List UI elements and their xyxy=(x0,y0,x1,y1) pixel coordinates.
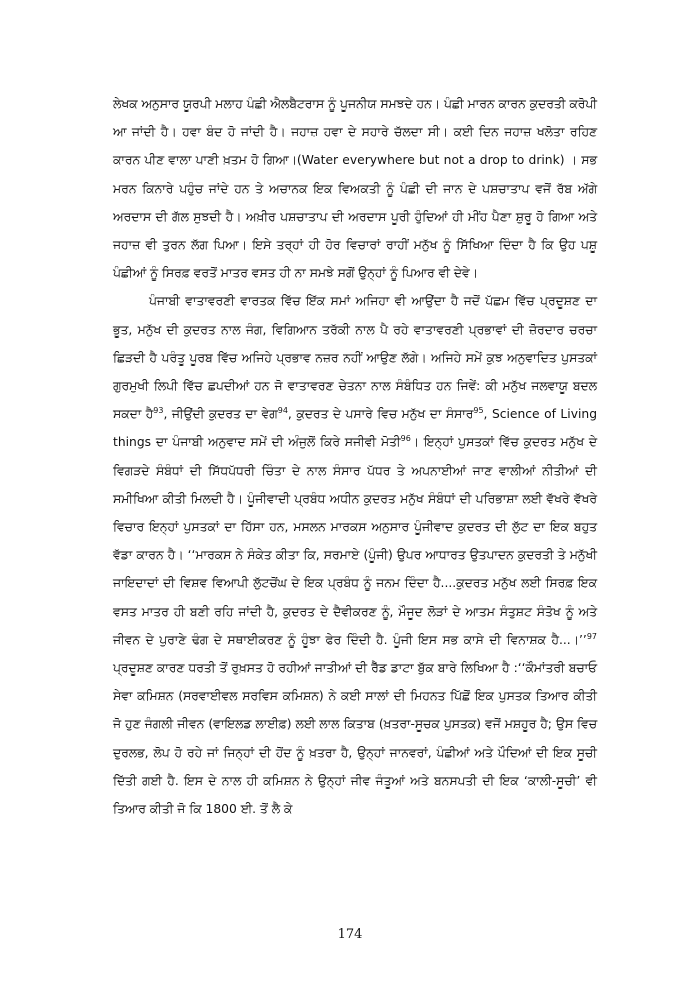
footnote-marker: 96 xyxy=(400,434,411,444)
footnote-marker: 95 xyxy=(473,406,484,416)
text-run: , Science of Living things ਦਾ ਪੰਜਾਬੀ ਅਨੁਵਾਦ ਸਮੇਂ ਦੀ ਅੰਜੁਲੋਂ ਕਿਰੇ ਸਜੀਵੀ ਮੋਤੀ xyxy=(113,407,597,450)
text-run: ਪੰਜਾਬੀ ਵਾਤਾਵਰਣੀ ਵਾਰਤਕ ਵਿੱਚ ਇੱਕ ਸਮਾਂ ਅਜਿਹਾ ਵੀ ਆਉਂਦਾ ਹੈ ਜਦੋਂ ਪੱਛਮ ਵਿੱਚ ਪ੍ਰਦੂਸ਼ਣ ਦਾ ਭੂਤ, ਮਨੁੱਖ ਦੀ ਕੁਦਰਤ ਨਾਲ ਜੰਗ, ਵਿਗਿਆਨ ਤਰੱਕੀ ਨਾਲ ਪੈ ਰਹੇ ਵਾਤਾਵਰਣੀ ਪ੍ਰਭਾਵਾਂ ਦੀ ਜ਼ੋਰਦਾਰ ਚਰਚਾ ਛਿੜਦੀ ਹੈ ਪਰੰਤੂ ਪੂਰਬ ਵਿੱਚ ਅਜਿਹੇ ਪ੍ਰਭਾਵ ਨਜ਼ਰ ਨਹੀਂ ਆਉਣ ਲੱਗੇ। ਅਜਿਹੇ ਸਮੇਂ ਕੁਝ ਅਨੁਵਾਦਿਤ ਪੁਸਤਕਾਂ ਗੁਰਮੁਖੀ ਲਿਪੀ ਵਿੱਚ ਛਪਦੀਆਂ ਹਨ ਜੋ ਵਾਤਾਵਰਣ ਚੇਤਨਾ ਨਾਲ ਸੰਬੰਧਿਤ ਹਨ ਜਿਵੇਂ: ਕੀ ਮਨੁੱਖ ਜਲਵਾਯੂ ਬਦਲ ਸਕਦਾ ਹੈ xyxy=(113,294,597,422)
text-run: , ਕੁਦਰਤ ਦੇ ਪਸਾਰੇ ਵਿਚ ਮਨੁੱਖ ਦਾ ਸੰਸਾਰ xyxy=(287,407,474,422)
text-run: ਪ੍ਰਦੂਸ਼ਣ ਕਾਰਣ ਧਰਤੀ ਤੋਂ ਰੁਖ਼ਸਤ ਹੋ ਰਹੀਆਂ ਜਾਤੀਆਂ ਦੀ ਰੈੱਡ ਡਾਟਾ ਬੁੱਕ ਬਾਰੇ ਲਿਖਿਆ ਹੈ :‘‘ਕੌਮਾਂਤਰੀ ਬਚਾਓ ਸੇਵਾ ਕਮਿਸ਼ਨ (ਸਰਵਾਈਵਲ ਸਰਵਿਸ ਕਮਿਸ਼ਨ) ਨੇ ਕਈ ਸਾਲਾਂ ਦੀ ਮਿਹਨਤ ਪਿੱਛੋਂ ਇਕ ਪੁਸਤਕ ਤਿਆਰ ਕੀਤੀ ਜੋ ਹੁਣ ਜੰਗਲੀ ਜੀਵਨ (ਵਾਇਲਡ ਲਾਈਫ਼) ਲਈ ਲਾਲ ਕਿਤਾਬ (ਖ਼ਤਰਾ-ਸੂਚਕ ਪੁਸਤਕ) ਵਜੋਂ ਮਸ਼ਹੂਰ ਹੈ; ਉਸ ਵਿਚ ਦੁਰਲਭ, ਲੋਪ ਹੋ ਰਹੇ ਜਾਂ ਜਿਨ੍ਹਾਂ ਦੀ ਹੋਂਦ ਨੂੰ ਖ਼ਤਰਾ ਹੈ, ਉਨ੍ਹਾਂ ਜਾਨਵਰਾਂ, ਪੰਛੀਆਂ ਅਤੇ ਪੌਦਿਆਂ ਦੀ ਇਕ ਸੂਚੀ ਦਿੱਤੀ ਗਈ ਹੈ. ਇਸ ਦੇ ਨਾਲ ਹੀ ਕਮਿਸ਼ਨ ਨੇ ਉਨ੍ਹਾਂ ਜੀਵ ਜੰਤੂਆਂ ਅਤੇ ਬਨਸਪਤੀ ਦੀ ਇਕ ‘ਕਾਲੀ-ਸੂਚੀ’ ਵੀ ਤਿਆਰ ਕੀਤੀ ਜੋ ਕਿ 1800 ਈ. ਤੋਂ ਲੈ ਕੇ xyxy=(113,661,597,817)
footnote-marker: 97 xyxy=(586,631,597,641)
text-run: , ਜੀਉਂਦੀ ਕੁਦਰਤ ਦਾ ਵੇਗ xyxy=(163,407,278,422)
page-number: 174 xyxy=(337,927,363,942)
body-text xyxy=(113,90,597,823)
paragraph xyxy=(113,287,597,823)
footnote-marker: 94 xyxy=(277,406,288,416)
footnote-marker: 93 xyxy=(153,406,164,416)
text-run: । ਇਨ੍ਹਾਂ ਪੁਸਤਕਾਂ ਵਿੱਚ ਕੁਦਰਤ ਮਨੁੱਖ ਦੇ ਵਿਗੜਦੇ ਸੰਬੰਧਾਂ ਦੀ ਸਿੱਧਪੱਧਰੀ ਚਿੰਤਾ ਦੇ ਨਾਲ ਸੰਸਾਰ ਪੱਧਰ ਤੇ ਅਪਨਾਈਆਂ ਜਾਣ ਵਾਲੀਆਂ ਨੀਤੀਆਂ ਦੀ ਸਮੀਖਿਆ ਕੀਤੀ ਮਿਲਦੀ ਹੈ। ਪੂੰਜੀਵਾਦੀ ਪ੍ਰਬੰਧ ਅਧੀਨ ਕੁਦਰਤ ਮਨੁੱਖ ਸੰਬੰਧਾਂ ਦੀ ਪਰਿਭਾਸ਼ਾ ਲਈ ਵੱਖਰੇ ਵੱਖਰੇ ਵਿਚਾਰ ਇਨ੍ਹਾਂ ਪੁਸਤਕਾਂ ਦਾ ਹਿੱਸਾ ਹਨ, ਮਸਲਨ ਮਾਰਕਸ ਅਨੁਸਾਰ ਪੂੰਜੀਵਾਦ ਕੁਦਰਤ ਦੀ ਲੁੱਟ ਦਾ ਇਕ ਬਹੁਤ ਵੱਡਾ ਕਾਰਨ ਹੈ। ‘‘ਮਾਰਕਸ ਨੇ ਸੰਕੇਤ ਕੀਤਾ ਕਿ, ਸਰਮਾਏ (ਪੂੰਜੀ) ਉਪਰ ਆਧਾਰਤ ਉਤਪਾਦਨ ਕੁਦਰਤੀ ਤੇ ਮਨੁੱਖੀ ਜਾਇਦਾਦਾਂ ਦੀ ਵਿਸ਼ਵ ਵਿਆਪੀ ਲੁੱਟਚੋਂਘ ਦੇ ਇਕ ਪ੍ਰਬੰਧ ਨੂੰ ਜਨਮ ਦਿੰਦਾ ਹੈ....ਕੁਦਰਤ ਮਨੁੱਖ ਲਈ ਸਿਰਫ਼ ਇਕ ਵਸਤ ਮਾਤਰ ਹੀ ਬਣੀ ਰਹਿ ਜਾਂਦੀ ਹੈ, ਕੁਦਰਤ ਦੇ ਦੈਵੀਕਰਣ ਨੂੰ, ਮੌਜੂਦ ਲੋੜਾਂ ਦੇ ਆਤਮ ਸੰਤੁਸ਼ਟ ਸੰਤੋਖ ਨੂੰ ਅਤੇ ਜੀਵਨ ਦੇ ਪੁਰਾਣੇ ਢੰਗ ਦੇ ਸਥਾਈਕਰਣ ਨੂੰ ਹੂੰਝਾ ਫੇਰ ਦਿੰਦੀ ਹੈ. ਪੂੰਜੀ ਇਸ ਸਭ ਕਾਸੇ ਦੀ ਵਿਨਾਸ਼ਕ ਹੈ...।’’ xyxy=(113,435,597,647)
text-run: ਲੇਖਕ ਅਨੁਸਾਰ ਯੂਰਪੀ ਮਲਾਹ ਪੰਛੀ ਐਲਬੈਟਰਾਸ ਨੂੰ ਪੂਜਨੀਯ ਸਮਝਦੇ ਹਨ। ਪੰਛੀ ਮਾਰਨ ਕਾਰਨ ਕੁਦਰਤੀ ਕਰੋਪੀ ਆ ਜਾਂਦੀ ਹੈ। ਹਵਾ ਬੰਦ ਹੋ ਜਾਂਦੀ ਹੈ। ਜਹਾਜ਼ ਹਵਾ ਦੇ ਸਹਾਰੇ ਚੱਲਦਾ ਸੀ। ਕਈ ਦਿਨ ਜਹਾਜ਼ ਖਲੋਤਾ ਰਹਿਣ ਕਾਰਨ ਪੀਣ ਵਾਲਾ ਪਾਣੀ ਖ਼ਤਮ ਹੋ ਗਿਆ।(Water everywhere but not a drop to drink) । ਸਭ ਮਰਨ ਕਿਨਾਰੇ ਪਹੁੰਚ ਜਾਂਦੇ ਹਨ ਤੇ ਅਚਾਨਕ ਇਕ ਵਿਅਕਤੀ ਨੂੰ ਪੰਛੀ ਦੀ ਜਾਨ ਦੇ ਪਸ਼ਚਾਤਾਪ ਵਜੋਂ ਰੱਬ ਅੱਗੇ ਅਰਦਾਸ ਦੀ ਗੱਲ ਸੁਝਦੀ ਹੈ। ਅਖ਼ੀਰ ਪਸ਼ਚਾਤਾਪ ਦੀ ਅਰਦਾਸ ਪੂਰੀ ਹੁੰਦਿਆਂ ਹੀ ਮੀਂਹ ਪੈਣਾ ਸ਼ੁਰੂ ਹੋ ਗਿਆ ਅਤੇ ਜਹਾਜ਼ ਵੀ ਤੁਰਨ ਲੱਗ ਪਿਆ। ਇਸੇ ਤਰ੍ਹਾਂ ਹੀ ਹੋਰ ਵਿਚਾਰਾਂ ਰਾਹੀਂ ਮਨੁੱਖ ਨੂੰ ਸਿੱਖਿਆ ਦਿੰਦਾ ਹੈ ਕਿ ਉਹ ਪਸ਼ੂ ਪੰਛੀਆਂ ਨੂੰ ਸਿਰਫ਼ ਵਰਤੋਂ ਮਾਤਰ ਵਸਤ ਹੀ ਨਾ ਸਮਝੇ ਸਗੋਂ ਉਨ੍ਹਾਂ ਨੂੰ ਪਿਆਰ ਵੀ ਦੇਵੇ। xyxy=(113,97,597,281)
paragraph xyxy=(113,90,597,287)
